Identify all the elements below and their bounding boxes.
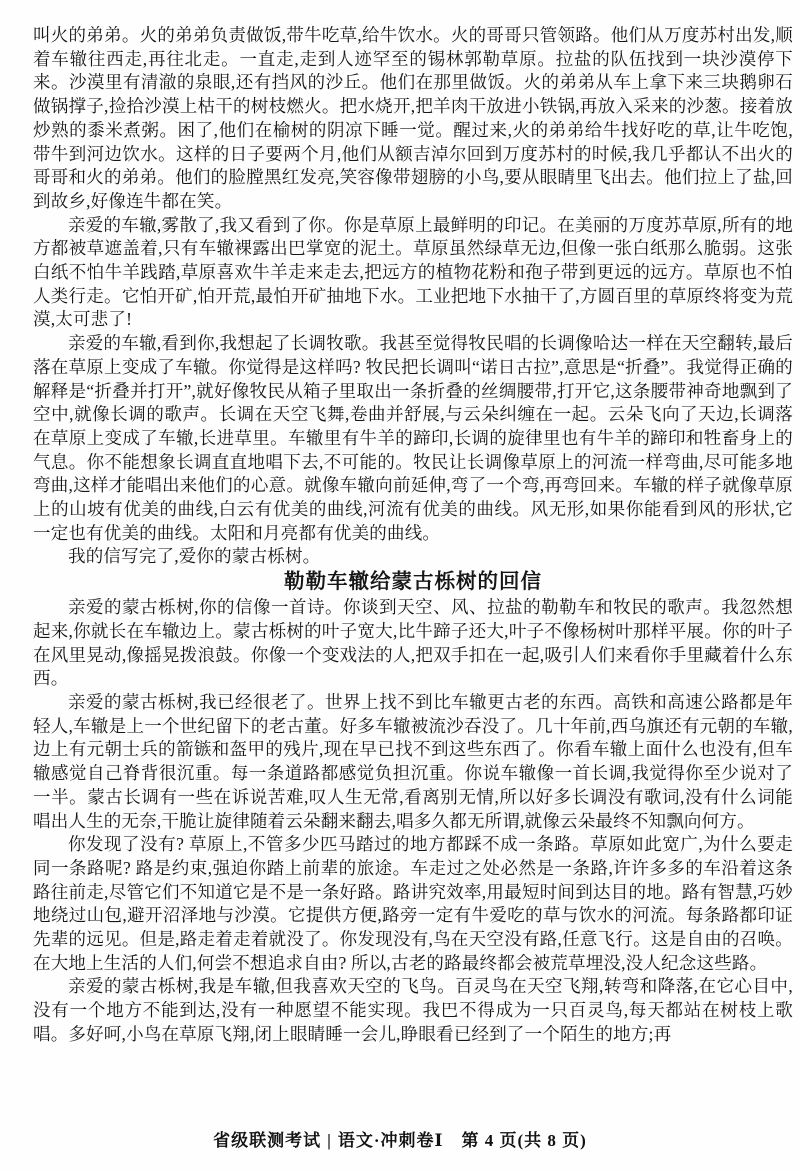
paragraph: 亲爱的车辙,雾散了,我又看到了你。你是草原上最鲜明的印记。在美丽的万度苏草原,所有的地方都被草遮盖着,只有车辙裸露出巴掌宽的泥土。草原虽然绿草无边,但像一张白纸那么脆弱。这张白纸不怕牛羊践踏,草原喜欢牛羊走来走去,把远方的植物花粉和孢子带到更远的远方。草原也不怕人类行走。它怕开矿,怕开荒,最怕开矿抽地下水。工业把地下水抽干了,方圆百里的草原终将变为荒漠,太可悲了! xyxy=(33,214,793,330)
page-footer xyxy=(0,1126,800,1151)
footer-subject: 语文·冲刺卷Ⅰ xyxy=(337,1131,444,1150)
paragraph: 你发现了没有? 草原上,不管多少匹马踏过的地方都踩不成一条路。草原如此宽广,为什么要走同一条路呢? 路是约束,强迫你踏上前辈的旅途。车走过之处必然是一条路,许许多多的车沿着这条路往前走,尽管它们不知道它是不是一条好路。路讲究效率,用最短时间到达目的地。路有智慧,巧妙地绕过山包,避开沼泽地与沙漠。它提供方便,路旁一定有牛爱吃的草与饮水的河流。每条路都印证先辈的远见。但是,路走着走着就没了。你发现没有,鸟在天空没有路,任意飞行。这是自由的召唤。在大地上生活的人们,何尝不想追求自由? 所以,古老的路最终都会被荒草埋没,没人纪念这些路。 xyxy=(33,834,793,973)
paragraph: 亲爱的车辙,看到你,我想起了长调牧歌。我甚至觉得牧民唱的长调像哈达一样在天空翻转,最后落在草原上变成了车辙。你觉得是这样吗? 牧民把长调叫“诺日古拉”,意思是“折叠”。我觉得正确的解释是“折叠并打开”,就好像牧民从箱子里取出一条折叠的丝绸腰带,打开它,这条腰带神奇地飘到了空中,就像长调的歌声。长调在天空飞舞,卷曲并舒展,与云朵纠缠在一起。云朵飞向了天边,长调落在草原上变成了车辙,长进草里。车辙里有牛羊的蹄印,长调的旋律里也有牛羊的蹄印和牲畜身上的气息。你不能想象长调直直地唱下去,不可能的。牧民让长调像草原上的河流一样弯曲,尽可能多地弯曲,这样才能唱出来他们的心意。就像车辙向前延伸,弯了一个弯,再弯回来。车辙的样子就像草原上的山坡有优美的曲线,白云有优美的曲线,河流有优美的曲线。风无形,如果你能看到风的形状,它一定也有优美的曲线。太阳和月亮都有优美的曲线。 xyxy=(33,333,793,543)
footer-page-number: 第 4 页(共 8 页) xyxy=(461,1131,587,1150)
paragraph: 亲爱的蒙古栎树,我已经很老了。世界上找不到比车辙更古老的东西。高铁和高速公路都是年轻人,车辙是上一个世纪留下的老古董。好多车辙被流沙吞没了。几十年前,西乌旗还有元朝的车辙,边上有元朝士兵的箭镞和盔甲的残片,现在早已找不到这些东西了。你看车辙上面什么也没有,但车辙感觉自己脊背很沉重。每一条道路都感觉负担沉重。你说车辙像一首长调,我觉得你至少说对了一半。蒙古长调有一些在诉说苦难,叹人生无常,看离别无情,所以好多长调没有歌词,没有什么词能唱出人生的无奈,干脆让旋律随着云朵翻来翻去,唱多久都无所谓,就像云朵最终不知飘向何方。 xyxy=(33,691,793,831)
paragraph: 亲爱的蒙古栎树,你的信像一首诗。你谈到天空、风、拉盐的勒勒车和牧民的歌声。我忽然想起来,你就长在车辙边上。蒙古栎树的叶子宽大,比牛蹄子还大,叶子不像杨树叶那样平展。你的叶子在风里晃动,像摇晃拨浪鼓。你像一个变戏法的人,把双手扣在一起,吸引人们来看你手里藏着什么东西。 xyxy=(33,597,793,689)
paragraph-letter-continuation: 叫火的弟弟。火的弟弟负责做饭,带牛吃草,给牛饮水。火的哥哥只管领路。他们从万度苏村出发,顺着车辙往西走,再往北走。一直走,走到人迹罕至的锡林郭勒草原。拉盐的队伍找到一块沙漠停下来。沙漠里有清澈的泉眼,还有挡风的沙丘。他们在那里做饭。火的弟弟从车上拿下来三块鹅卵石做锅撑子,捡拾沙漠上枯干的树枝燃火。把水烧开,把羊肉干放进小铁锅,再放入采来的沙葱。接着放炒熟的黍米煮粥。困了,他们在榆树的阴凉下睡一觉。醒过来,火的弟弟给牛找好吃的草,让牛吃饱,带牛到河边饮水。这样的日子要两个月,他们从额吉淖尔回到万度苏村的时候,我几乎都认不出火的哥哥和火的弟弟。他们的脸膛黑红发亮,笑容像带翅膀的小鸟,要从眼睛里飞出去。他们拉上了盐,回到故乡,好像连牛都在笑。 xyxy=(33,25,793,211)
body-text xyxy=(33,24,793,1047)
paragraph: 亲爱的蒙古栎树,我是车辙,但我喜欢天空的飞鸟。百灵鸟在天空飞翔,转弯和降落,在它心目中,没有一个地方不能到达,没有一种愿望不能实现。我巴不得成为一只百灵鸟,每天都站在树枝上歌唱。多好呵,小鸟在草原飞翔,闭上眼睛睡一会儿,睁眼看已经到了一个陌生的地方;再 xyxy=(33,976,793,1044)
paragraph-letter-closing: 我的信写完了,爱你的蒙古栎树。 xyxy=(68,546,321,567)
reply-letter-heading: 勒勒车辙给蒙古栎树的回信 xyxy=(284,571,542,594)
footer-separator: | xyxy=(327,1131,332,1150)
footer-exam-name: 省级联测考试 xyxy=(213,1131,322,1150)
